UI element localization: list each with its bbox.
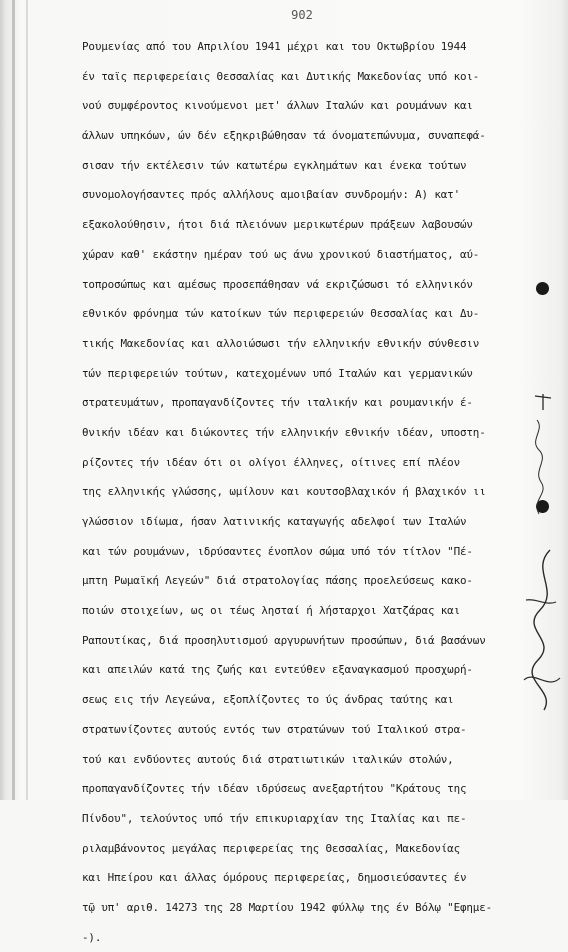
text-line: και απειλών κατά της ζωής και εντεύθεν εξαναγκασμού προσχωρή- — [82, 663, 473, 677]
typewritten-text-block — [82, 32, 512, 952]
text-line: εθνικόν φρόνημα τών κατοίκων τών περιφερειών Θεσσαλίας και Δυ- — [82, 307, 480, 321]
handwritten-margin-scribble — [520, 540, 568, 720]
page-number: 902 — [291, 8, 313, 22]
text-line: τικής Μακεδονίας και αλλοιώσωσι τήν ελληνικήν εθνικήν σύνθεσιν — [82, 336, 480, 350]
text-line: και τών ρουμάνων, ιδρύσαντες ένοπλον σώμα υπό τόν τίτλον "Πέ- — [82, 544, 473, 558]
text-line: σισαν τήν εκτέλεσιν τών κατωτέρω εγκλημάτων και ένεκα τούτων — [82, 158, 467, 172]
text-line: στρατωνίζοντες αυτούς εντός των στρατώνων τού Ιταλικού στρα- — [82, 722, 467, 736]
text-line: Ρουμενίας από του Απριλίου 1941 μέχρι και του Οκτωβρίου 1944 — [82, 40, 467, 53]
text-line: Πίνδου", τελούντος υπό τήν επικυριαρχίαν της Ιταλίας και πε- — [82, 811, 467, 825]
text-line: έν ταϊς περιφερείαις Θεσσαλίας και Δυτικής Μακεδονίας υπό κοι- — [82, 69, 480, 83]
text-line: εξακολούθησιν, ήτοι διά πλειόνων μερικωτέρων πράξεων λαβουσών — [82, 218, 473, 232]
text-line: στρατευμάτων, προπαγανδίζοντες τήν ιταλικήν και ρουμανικήν έ- — [82, 396, 473, 410]
text-line: συνομολογήσαντες πρός αλλήλους αμοιβαίαν συνδρομήν: Α) κατ' — [82, 188, 460, 202]
text-line: τοπροσώπως και αμέσως προσεπάθησαν νά εκριζώσωσι τό ελληνικόν — [82, 277, 473, 291]
text-line: προπαγανδίζοντες τήν ιδέαν ιδρύσεως ανεξαρτήτου "Κράτους της — [82, 782, 467, 796]
text-line: και Ηπείρου και άλλας όμόρους περιφερείας, δημοσιεύσαντες έν — [82, 871, 467, 885]
punch-hole-upper — [536, 282, 549, 295]
text-line: χώραν καθ' εκάστην ημέραν τού ως άνω χρονικού διαστήματος, αύ- — [82, 247, 480, 261]
text-line: γλώσσιον ιδίωμα, ήσαν λατινικής καταγωγής αδελφοί των Ιταλών — [82, 515, 467, 528]
text-line: Ραπουτίκας, διά προσηλυτισμού αργυρωνήτων προσώπων, διά βασάνων — [82, 633, 486, 647]
text-line: ποιών στοιχείων, ως οι τέως λησταί ή λήσταρχοι Χατζάρας και — [82, 604, 460, 618]
page-fold-line — [26, 0, 28, 800]
text-line: της ελληνικής γλώσσης, ωμίλουν και κουτσοβλαχικόν ή βλαχικόν ιι — [82, 485, 486, 499]
text-line: ριλαμβάνοντος μεγάλας περιφερείας της Θεσσαλίας, Μακεδονίας — [82, 841, 460, 855]
text-line: μπτη Ρωμαϊκή Λεγεών" διά στρατολογίας πάσης προελεύσεως κακο- — [82, 574, 473, 588]
text-line: -). — [82, 930, 102, 944]
text-line: νού συμφέροντος κινούμενοι μετ' άλλων Ιταλών και ρουμάνων και — [82, 99, 473, 113]
text-line: τού και ενδύοντες αυτούς διά στρατιωτικών ιταλικών στολών, — [82, 752, 454, 766]
text-line: θνικήν ιδέαν και διώκοντες τήν ελληνικήν εθνικήν ιδέαν, υποστη- — [82, 425, 486, 439]
text-line: άλλων υπηκόων, ών δέν εξηκριβώθησαν τά όνοματεπώνυμα, συναπεφά- — [82, 129, 486, 143]
handwritten-margin-annotation — [515, 390, 555, 520]
text-line: τών περιφερειών τούτων, κατεχομένων υπό Ιταλών και γερμανικών — [82, 366, 473, 380]
text-line: ρίζοντες τήν ιδέαν ότι οι ολίγοι έλληνες, οίτινες επί πλέον — [82, 455, 460, 469]
text-line: σεως εις τήν Λεγεώνα, εξοπλίζοντες το ύς άνδρας ταύτης και — [82, 693, 454, 707]
text-line: τῷ υπ' αριθ. 14273 της 28 Μαρτίου 1942 φύλλῳ της έν Βόλῳ "Εφημε- — [82, 900, 493, 914]
page-binding-edge — [12, 0, 15, 800]
